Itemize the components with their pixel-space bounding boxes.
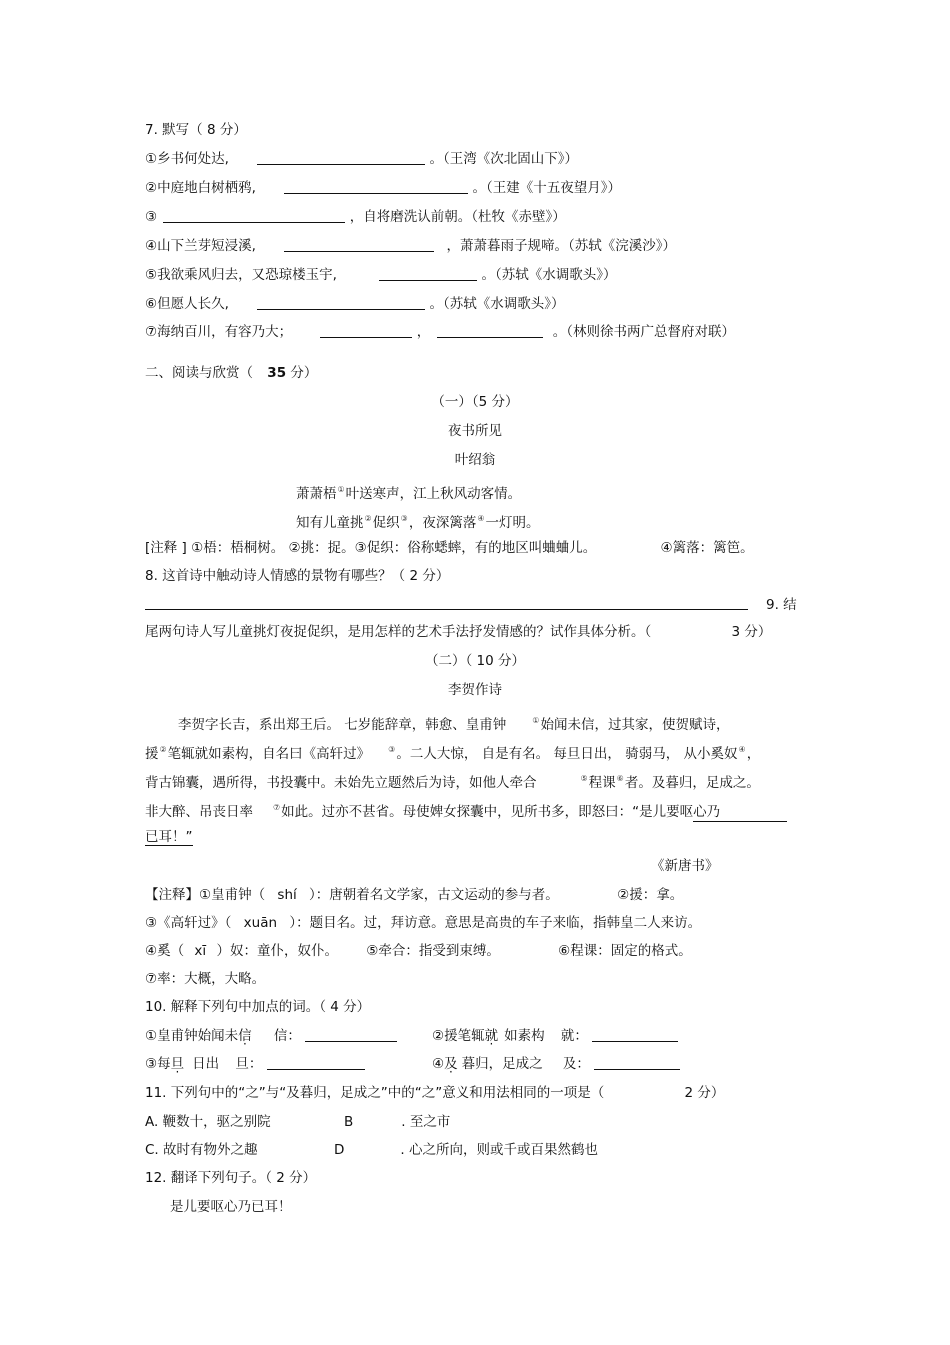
footnote-mark: ① — [337, 485, 345, 494]
prose-text-underlined: 已耳！” — [145, 829, 193, 845]
q7-line-2-verse: ②中庭地白树栖鸦, — [145, 180, 256, 196]
q7-line-5-source: 。（苏轼《水调歌头》） — [481, 267, 617, 283]
prose-text-underlined: 心乃 — [693, 804, 787, 822]
q12-sentence: 是儿要呕心乃已耳！ — [170, 1199, 292, 1215]
q10-item-2 — [432, 1026, 678, 1046]
answer-blank[interactable] — [284, 236, 434, 252]
dotted-word: 信 — [238, 1028, 252, 1044]
poem-text: ，夜深篱落 — [408, 515, 477, 531]
q10-word-label: 旦： — [235, 1056, 263, 1072]
poem-notes-text: ④篱落：篱笆。 — [660, 540, 754, 556]
section-2-score: 35 — [267, 365, 287, 381]
q7-title: 7. 默写（ 8 分） — [145, 122, 247, 138]
q9-question: 尾两句诗人写儿童挑灯夜捉促织，是用怎样的艺术手法抒发情感的？试作具体分析。（ — [145, 624, 652, 640]
poem-title: 夜书所见 — [448, 423, 502, 439]
footnote-mark: ④ — [477, 514, 485, 523]
q7-line-4-source: ，萧萧暮雨子规啼。（苏轼《浣溪沙》） — [446, 238, 676, 254]
q7-line-7-source: 。（林则徐书两广总督府对联） — [552, 324, 736, 340]
note-text: ）奴：童仆，奴仆。 — [216, 943, 338, 959]
poem-text: 叶送寒声，江上秋风动客情。 — [345, 486, 522, 502]
option-letter: B — [344, 1114, 354, 1130]
dotted-word: 旦 — [170, 1056, 185, 1072]
prose-text: 援 — [145, 746, 159, 762]
q7-line-1-verse: ①乡书何处达, — [145, 151, 229, 167]
answer-blank[interactable] — [320, 322, 412, 338]
q8-title: 8. 这首诗中触动诗人情感的景物有哪些？（ 2 分） — [145, 568, 450, 584]
q10-sentence: ①皇甫钟始闻未 — [145, 1028, 239, 1044]
q10-item-4 — [432, 1054, 680, 1074]
q10-item-3 — [145, 1054, 365, 1074]
footnote-mark: ③ — [400, 514, 408, 523]
q7-line-3-num: ③ — [145, 209, 158, 225]
poem-text: 一灯明。 — [485, 515, 540, 531]
footnote-mark: ② — [364, 514, 372, 523]
footnote-mark: ① — [532, 716, 540, 725]
option-text: . 心之所向，则或千或百果然鹤也 — [400, 1142, 598, 1158]
q10-sentence: ④ — [432, 1056, 445, 1072]
answer-blank[interactable] — [379, 265, 477, 281]
prose-text: 笔辄就如素构，自名曰《高轩过》 — [167, 746, 371, 762]
q10-sentence: ②援笔辄 — [432, 1028, 485, 1044]
footnote-mark: ⑤ — [580, 774, 588, 783]
prose-notes-line-3 — [145, 941, 692, 961]
note-text: ⑤牵合：指受到束缚。 — [366, 943, 500, 959]
q12-title: 12. 翻译下列句子。（ 2 分） — [145, 1170, 317, 1186]
prose-notes-line-1 — [145, 885, 683, 905]
footnote-mark: ③ — [388, 745, 396, 754]
q7-line-1-source: 。（王湾《次北固山下》） — [429, 151, 578, 167]
q10-sentence: 如素构 — [504, 1028, 545, 1044]
q10-word-label: 信： — [273, 1028, 301, 1044]
prose-line-1 — [178, 711, 729, 735]
q11-option-c[interactable]: C. 故时有物外之趣 — [145, 1142, 258, 1158]
q7-line-6-verse: ⑥但愿人长久, — [145, 296, 229, 312]
prose-notes-line-4: ⑦率：大概，大略。 — [145, 971, 266, 987]
section-2-label: 二、阅读与欣赏（ — [145, 365, 253, 381]
prose-line-5 — [145, 827, 193, 847]
pinyin: xuān — [243, 915, 278, 931]
q11-option-a[interactable]: A. 鞭数十，驱之别院 — [145, 1114, 271, 1130]
q10-sentence: ③每 — [145, 1056, 171, 1072]
note-text: ）：唐朝着名文学家，古文运动的参与者。 — [309, 887, 559, 903]
footnote-mark: ④ — [738, 745, 746, 754]
q10-word-label: 就： — [560, 1028, 588, 1044]
prose-text: 。二人大惊， 自是有名。 每旦日出， 骑弱马， 从小奚奴 — [396, 746, 738, 762]
poem-line-2 — [296, 509, 540, 533]
pinyin: shí — [277, 887, 297, 903]
answer-blank[interactable] — [257, 149, 425, 165]
answer-blank[interactable] — [257, 294, 425, 310]
prose-text: 如此。过亦不甚省。母使婢女探囊中，见所书多，即怒曰：“是儿要呕 — [281, 804, 694, 820]
answer-blank[interactable] — [305, 1026, 397, 1042]
poem-notes — [145, 538, 754, 558]
q9-score: 3 分） — [731, 624, 772, 640]
q11-option-d[interactable] — [334, 1140, 598, 1160]
q7-line-3 — [145, 207, 566, 227]
prose-text: 始闻未信，过其家，使贺赋诗， — [540, 717, 730, 733]
q7-line-5-verse: ⑤我欲乘风归去，又恐琼楼玉宇, — [145, 267, 337, 283]
prose-text: 者。及暮归，足成之。 — [624, 775, 760, 791]
prose-text: 背古锦囊，遇所得，书投囊中。未始先立题然后为诗，如他人牵合 — [145, 775, 537, 791]
q9-text — [145, 622, 771, 642]
part-2-heading: （二）（ 10 分） — [424, 653, 525, 669]
q10-item-1 — [145, 1026, 397, 1046]
q7-line-2-source: 。（王建《十五夜望月》） — [472, 180, 621, 196]
q7-line-6 — [145, 294, 565, 314]
q10-word-label: 及： — [562, 1056, 590, 1072]
prose-source: 《新唐书》 — [651, 858, 719, 874]
answer-blank[interactable] — [594, 1054, 680, 1070]
q7-line-7-verse: ⑦海纳百川，有容乃大； — [145, 324, 293, 340]
option-letter: D — [334, 1142, 345, 1158]
footnote-mark: ⑥ — [616, 774, 624, 783]
answer-blank[interactable] — [163, 207, 345, 223]
note-text: 【注释】①皇甫钟（ — [145, 887, 266, 903]
q7-line-7 — [145, 322, 735, 342]
q11-option-b[interactable] — [344, 1112, 450, 1132]
q10-sentence: 日出 — [192, 1056, 220, 1072]
poem-line-1 — [296, 480, 521, 504]
note-text: ④奚（ — [145, 943, 185, 959]
note-text: ③《高轩过》（ — [145, 915, 232, 931]
prose-title: 李贺作诗 — [448, 682, 502, 698]
q7-line-1 — [145, 149, 578, 169]
prose-text: 程课 — [588, 775, 616, 791]
dotted-word: 就 — [484, 1028, 499, 1044]
answer-blank[interactable] — [284, 178, 468, 194]
answer-blank[interactable] — [437, 322, 543, 338]
q9-number: 9. 结 — [766, 597, 797, 613]
prose-text: 李贺字长吉，系出郑王后。 七岁能辞章，韩愈、皇甫钟 — [178, 717, 507, 733]
poem-notes-text: [注释 ] ①梧：梧桐树。 ②挑：捉。③促织：俗称蟋蟀，有的地区叫蛐蛐儿。 — [145, 540, 597, 556]
prose-line-3 — [145, 769, 760, 793]
prose-line-2 — [145, 740, 760, 764]
poem-text: 促织 — [372, 515, 400, 531]
footnote-mark: ⑦ — [273, 803, 281, 812]
part-1-heading: （一）（5 分） — [431, 394, 519, 410]
q7-line-3-source: ，自将磨洗认前朝。（杜牧《赤壁》） — [349, 209, 566, 225]
q11-question: 11. 下列句中的“之”与“及暮归，足成之”中的“之”意义和用法相同的一项是（ — [145, 1085, 605, 1101]
footnote-mark: ② — [159, 745, 167, 754]
q7-line-4-verse: ④山下兰芽短浸溪, — [145, 238, 256, 254]
q7-line-4 — [145, 236, 676, 256]
note-text: ）：题目名。过，拜访意。意思是高贵的车子来临，指韩皇二人来访。 — [289, 915, 702, 931]
q8-answer-line[interactable] — [145, 609, 748, 610]
dotted-word: 及 — [444, 1056, 458, 1072]
section-2-unit: 分） — [290, 365, 318, 381]
q11-score: 2 分） — [684, 1085, 725, 1101]
poem-text: 知有儿童挑 — [296, 515, 364, 531]
note-text: ⑥程课：固定的格式。 — [558, 943, 692, 959]
answer-blank[interactable] — [267, 1054, 365, 1070]
poem-author: 叶绍翁 — [454, 452, 496, 468]
q7-line-2 — [145, 178, 621, 198]
answer-blank[interactable] — [592, 1026, 678, 1042]
q11-title — [145, 1083, 724, 1103]
note-text: ②援：拿。 — [617, 887, 684, 903]
option-text: . 至之市 — [401, 1114, 451, 1130]
prose-text: ， — [746, 746, 761, 762]
section-2-heading — [145, 363, 317, 383]
prose-line-4 — [145, 798, 787, 822]
prose-notes-line-2 — [145, 913, 701, 933]
q7-line-5 — [145, 265, 617, 285]
pinyin: xī — [194, 943, 207, 959]
q10-sentence: 暮归，足成之 — [461, 1056, 543, 1072]
q10-title: 10. 解释下列句中加点的词。（ 4 分） — [145, 999, 371, 1015]
q7-line-7-comma: ， — [416, 324, 431, 340]
q7-line-6-source: 。（苏轼《水调歌头》） — [429, 296, 565, 312]
prose-text: 非大醉、吊丧日率 — [145, 804, 253, 820]
poem-text: 萧萧梧 — [296, 486, 337, 502]
